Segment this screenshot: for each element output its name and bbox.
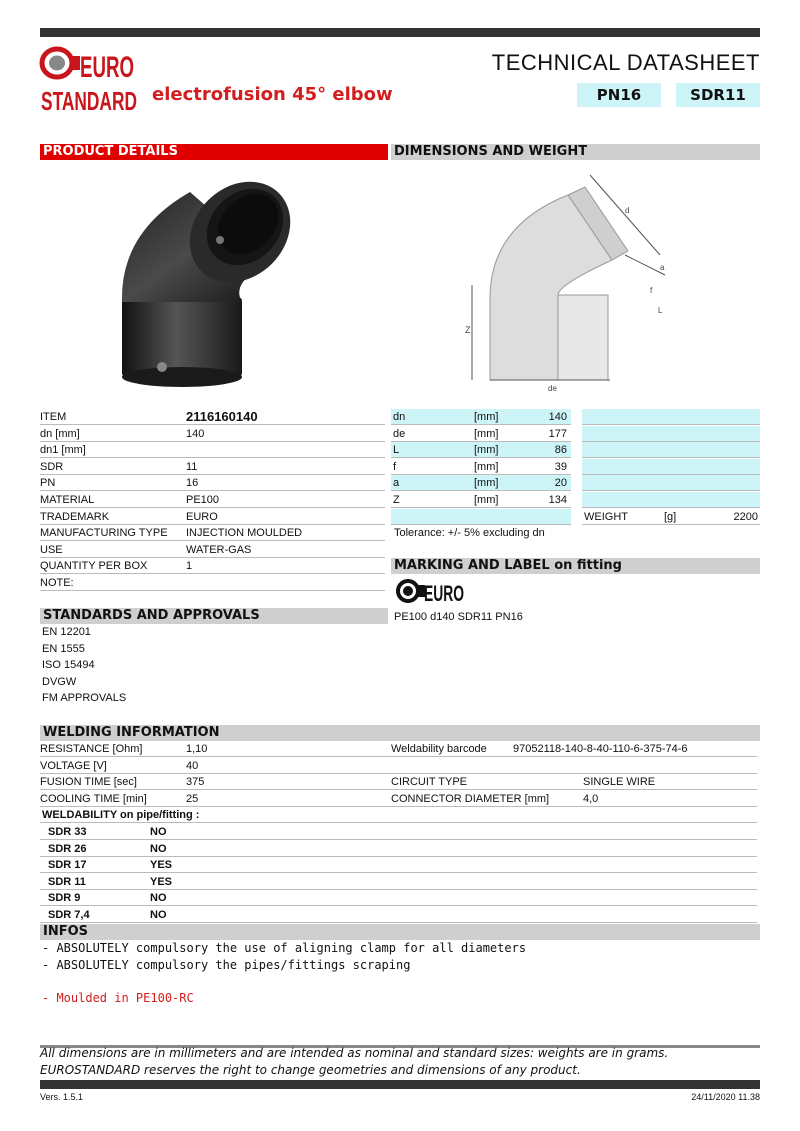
label-f: f [650,286,653,295]
welding-right-label: Weldability barcode [391,743,487,755]
welding-row [40,758,757,774]
dim-value: 39 [554,460,567,473]
item-row [40,409,385,425]
pn-badge: PN16 [577,83,661,107]
weldability-row [40,874,757,890]
weldability-sdr: SDR 17 [48,859,87,872]
standard-item: DVGW [42,675,77,688]
dim-row [391,492,571,508]
dim-row [391,442,571,458]
weight-unit: [g] [664,510,677,523]
item-value: PE100 [186,494,220,506]
item-row [40,542,385,558]
weldability-value: YES [150,859,173,872]
label-l: L [658,306,663,315]
weight-value: 2200 [733,510,758,523]
dim-value: 140 [548,411,567,423]
weldability-row [40,824,757,840]
bottom-bar [40,1080,760,1089]
dim-row-right [582,509,760,525]
dim-value: 134 [548,494,567,506]
standard-item: EN 1555 [42,642,85,655]
welding-right-value: 4,0 [583,792,599,805]
dim-value: 177 [548,427,567,440]
dim-row-right [582,409,760,425]
item-label: SDR [40,460,64,473]
item-value: 16 [186,477,199,490]
standard-item: ISO 15494 [42,659,95,672]
dim-unit: [mm] [474,460,499,473]
welding-row [40,774,757,790]
label-d: d [625,206,630,215]
welding-value: 40 [186,759,199,772]
dim-row [391,459,571,475]
weldability-value: NO [150,826,167,838]
weldability-sdr: SDR 9 [48,892,81,905]
item-row [40,509,385,525]
item-row [40,558,385,574]
product-subtitle: electrofusion 45° elbow [152,84,393,105]
welding-row [40,741,757,757]
item-label: USE [40,543,63,556]
infos-header: INFOS [40,924,760,940]
dim-row-right [582,492,760,508]
weldability-row [40,907,757,923]
dim-row [391,426,571,442]
dim-unit: [mm] [474,477,499,490]
welding-right-value: SINGLE WIRE [583,776,656,789]
item-row [40,492,385,508]
item-value: 2116160140 [186,409,258,424]
welding-value: 375 [186,776,205,789]
weldability-value: NO [150,892,167,905]
weldability-row [40,857,757,873]
welding-value: 25 [186,792,199,805]
dim-row [391,475,571,491]
dim-row-right [582,475,760,491]
dimensions-header: DIMENSIONS AND WEIGHT [391,144,760,160]
welding-label: FUSION TIME [sec] [40,776,137,789]
dim-name: f [393,460,397,473]
item-value: 140 [186,427,205,440]
standard-item: FM APPROVALS [42,692,127,705]
version-text: Vers. 1.5.1 [40,1092,84,1102]
item-label: dn1 [mm] [40,444,86,457]
item-value: WATER-GAS [186,543,252,556]
weldability-value: NO [150,842,167,855]
weldability-sdr: SDR 26 [48,842,87,855]
dim-name: a [393,477,400,490]
item-label: dn [mm] [40,427,80,440]
label-a: a [660,263,665,272]
weldability-value: NO [150,909,167,921]
dim-row [391,409,571,425]
item-value: EURO [186,510,218,523]
dim-row [391,509,571,525]
technical-drawing [460,165,670,395]
dim-name: Z [393,494,400,506]
welding-label: VOLTAGE [V] [40,759,107,772]
dim-row-right [582,442,760,458]
dim-name: de [393,427,406,440]
item-value: INJECTION MOULDED [186,527,303,540]
product-image [110,172,310,392]
dim-unit: [mm] [474,411,499,423]
dim-unit: [mm] [474,494,499,506]
dim-name: dn [393,411,406,423]
item-label: MATERIAL [40,494,95,506]
item-label: PN [40,477,56,490]
item-row [40,525,385,541]
dim-value: 20 [554,477,567,490]
weldability-value: YES [150,875,173,888]
date-text: 24/11/2020 11.38 [691,1092,760,1102]
weldability-row [40,841,757,857]
welding-label: COOLING TIME [min] [40,792,147,805]
item-label: TRADEMARK [40,510,110,523]
page-title: TECHNICAL DATASHEET [491,50,760,75]
dim-row-right [582,459,760,475]
footer-note-2: EUROSTANDARD reserves the right to change geometries and dimensions of any product. [40,1063,581,1077]
item-value: 11 [186,460,198,473]
dim-row-right [582,426,760,442]
weldability-sdr: SDR 11 [48,875,86,888]
top-bar [40,28,760,37]
info-line-red: - Moulded in PE100-RC [42,991,194,1005]
item-label: NOTE: [40,577,74,589]
dim-unit: [mm] [474,427,499,440]
item-label: MANUFACTURING TYPE [40,527,168,540]
label-z: Z [465,325,471,335]
label-de: de [548,384,557,393]
welding-label: RESISTANCE [Ohm] [40,743,143,755]
eurostandard-logo [40,46,138,116]
item-row [40,442,385,458]
item-value: 1 [186,560,193,573]
marking-text: PE100 d140 SDR11 PN16 [394,611,523,623]
item-label: QUANTITY PER BOX [40,560,148,573]
marking-header: MARKING AND LABEL on fitting [391,558,760,574]
welding-right-label: CONNECTOR DIAMETER [mm] [391,792,550,805]
welding-right-value: 97052118-140-8-40-110-6-375-74-6 [513,743,688,755]
weldability-row [40,890,757,906]
tolerance-note: Tolerance: +/- 5% excluding dn [394,527,545,539]
standard-item: EN 12201 [42,626,91,638]
item-row [40,459,385,475]
logo-bottom-text: STANDARD [41,86,137,116]
welding-header: WELDING INFORMATION [40,725,760,741]
dim-name: L [393,444,400,457]
dim-unit: [mm] [474,444,499,457]
item-row [40,575,385,591]
item-row [40,475,385,491]
item-label: ITEM [40,411,67,423]
info-line-1: - ABSOLUTELY compulsory the use of aligning clamp for all diameters [42,941,527,955]
welding-row [40,791,757,807]
marking-euro-logo [396,578,466,604]
footer-note-1: All dimensions are in millimeters and are intended as nominal and standard sizes: weights are in grams. [40,1046,669,1060]
logo-top-text: EURO [80,51,134,84]
weldability-title: WELDABILITY on pipe/fitting : [42,809,200,821]
dim-value: 86 [554,444,567,457]
sdr-badge: SDR11 [676,83,760,107]
item-row [40,426,385,442]
weldability-sdr: SDR 7,4 [48,909,90,921]
product-details-header: PRODUCT DETAILS [40,144,388,160]
weight-label: WEIGHT [584,510,628,523]
welding-value: 1,10 [186,743,208,755]
welding-right-label: CIRCUIT TYPE [391,776,467,789]
info-line-2: - ABSOLUTELY compulsory the pipes/fittings scraping [42,958,411,972]
marking-logo-text: EURO [424,581,464,606]
standards-header: STANDARDS AND APPROVALS [40,608,388,624]
weldability-sdr: SDR 33 [48,826,87,838]
